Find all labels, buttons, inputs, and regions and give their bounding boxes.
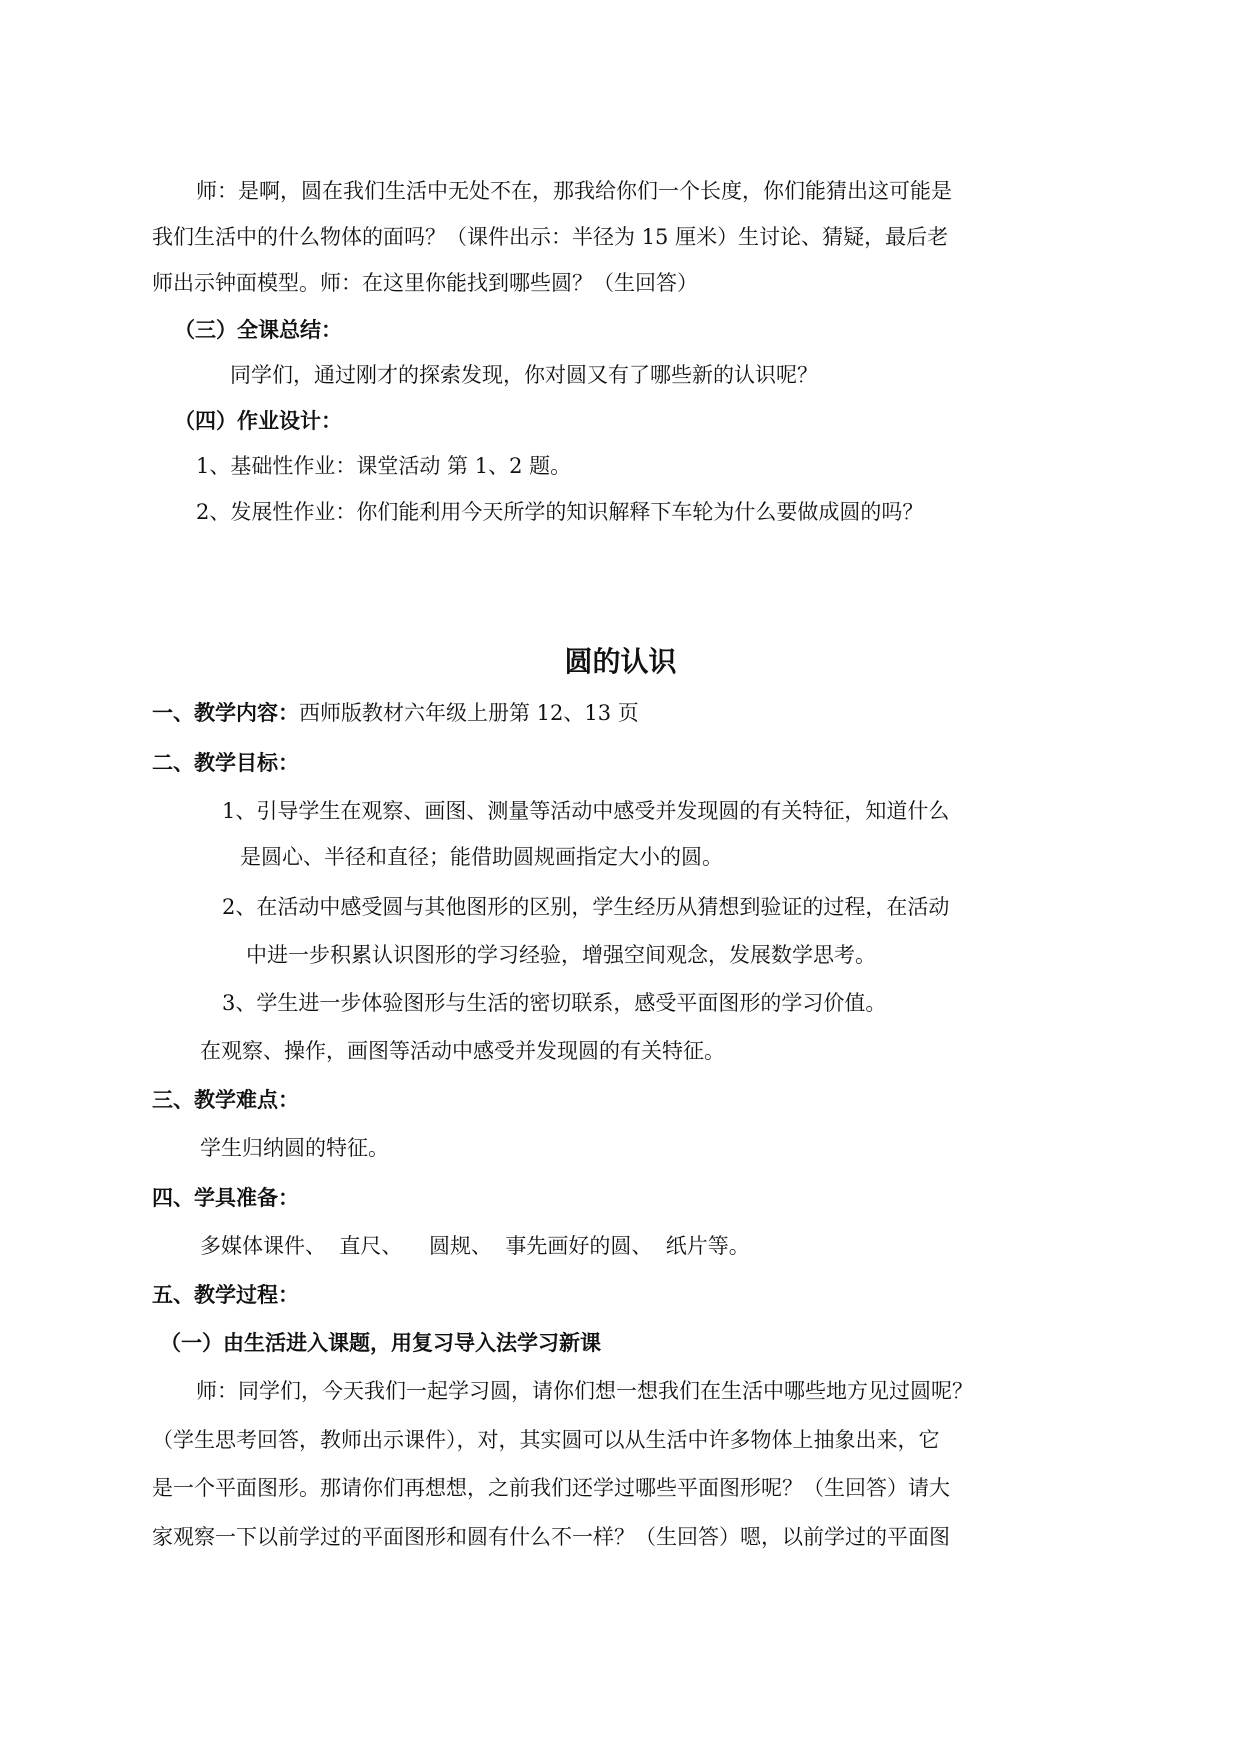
process-line-2: （学生思考回答，教师出示课件），对，其实圆可以从生活中许多物体上抽象出来，它	[152, 1428, 940, 1452]
content-line	[152, 698, 639, 728]
process-line-4: 家观察一下以前学过的平面图形和圆有什么不一样？（生回答）嗯，以前学过的平面图	[152, 1525, 950, 1549]
process-subheading: （一）由生活进入课题，用复习导入法学习新课	[160, 1330, 601, 1355]
process-line-1: 师：同学们，今天我们一起学习圆，请你们想一想我们在生活中哪些地方见过圆呢？	[196, 1379, 973, 1403]
goal-line-1: 1、引导学生在观察、画图、测量等活动中感受并发现圆的有关特征，知道什么	[222, 799, 950, 823]
goal-line-4: 中进一步积累认识图形的学习经验，增强空间观念，发展数学思考。	[246, 943, 876, 967]
goal-line-5: 3、学生进一步体验图形与生活的密切联系，感受平面图形的学习价值。	[222, 991, 887, 1015]
goal-line-3: 2、在活动中感受圆与其他图形的区别，学生经历从猜想到验证的过程，在活动	[222, 895, 950, 919]
tools-heading: 四、学具准备：	[152, 1185, 299, 1210]
lesson-title: 圆的认识	[564, 645, 677, 678]
difficulty-text: 学生归纳圆的特征。	[200, 1136, 389, 1160]
content-heading: 一、教学内容：	[152, 700, 299, 725]
summary-heading: （三）全课总结：	[174, 317, 342, 342]
intro-line-3: 师出示钟面模型。师：在这里你能找到哪些圆？（生回答）	[152, 271, 698, 295]
summary-text: 同学们，通过刚才的探索发现，你对圆又有了哪些新的认识呢？	[230, 363, 818, 387]
goal-line-2: 是圆心、半径和直径；能借助圆规画指定大小的圆。	[240, 845, 723, 869]
content-text: 西师版教材六年级上册第 12、13 页	[299, 701, 639, 725]
homework-item-1: 1、基础性作业：课堂活动 第 1、2 题。	[196, 454, 572, 478]
intro-line-2: 我们生活中的什么物体的面吗？（课件出示：半径为 15 厘米）生讨论、猜疑，最后老	[152, 225, 949, 249]
process-line-3: 是一个平面图形。那请你们再想想，之前我们还学过哪些平面图形呢？（生回答）请大	[152, 1476, 950, 1500]
intro-line-1: 师：是啊，圆在我们生活中无处不在，那我给你们一个长度，你们能猜出这可能是	[196, 179, 952, 203]
process-heading: 五、教学过程：	[152, 1282, 299, 1307]
homework-heading: （四）作业设计：	[174, 408, 342, 433]
goal-line-6: 在观察、操作，画图等活动中感受并发现圆的有关特征。	[200, 1039, 725, 1063]
homework-item-2: 2、发展性作业：你们能利用今天所学的知识解释下车轮为什么要做成圆的吗？	[196, 500, 924, 524]
goals-heading: 二、教学目标：	[152, 750, 299, 775]
tools-text: 多媒体课件、 直尺、 圆规、 事先画好的圆、 纸片等。	[200, 1234, 750, 1258]
difficulty-heading: 三、教学难点：	[152, 1087, 299, 1112]
